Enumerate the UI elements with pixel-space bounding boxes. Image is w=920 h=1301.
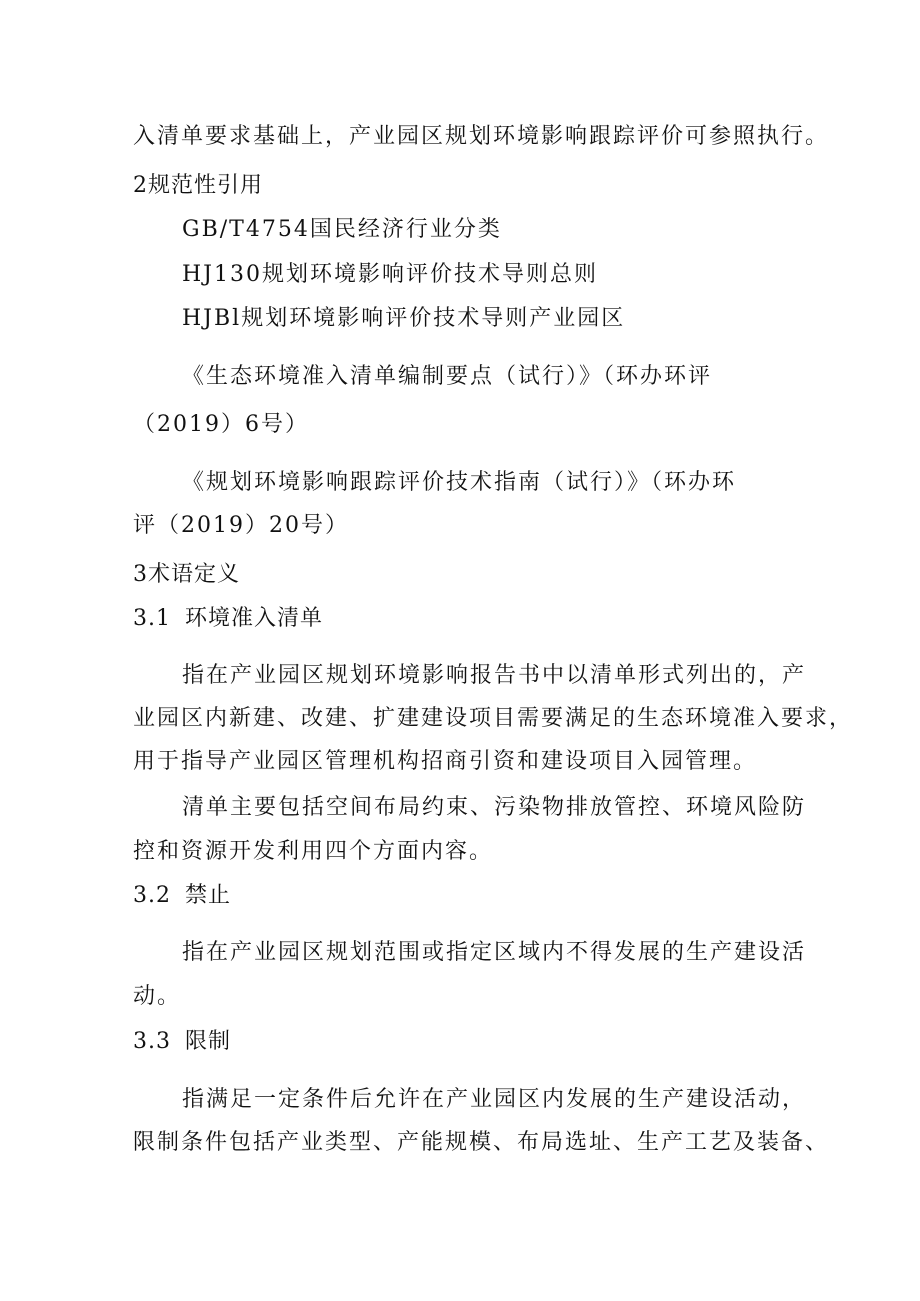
- subsection-heading: [133, 881, 231, 911]
- paragraph-line: 用于指导产业园区管理机构招商引资和建设项目入园管理。: [133, 749, 758, 774]
- reference-item: 《规划环境影响跟踪评价技术指南（试行）》（环办环: [182, 470, 737, 495]
- subsection-number: 3.2: [133, 883, 171, 908]
- subsection-title: 禁止: [185, 883, 232, 908]
- reference-item: HJBl规划环境影响评价技术导则产业园区: [182, 306, 626, 331]
- reference-item-continuation: （2019）6号）: [133, 412, 309, 437]
- subsection-title: 环境准入清单: [185, 606, 324, 631]
- subsection-number: 3.1: [133, 606, 171, 631]
- paragraph-line: 限制条件包括产业类型、产能规模、布局选址、生产工艺及装备、: [133, 1130, 830, 1155]
- section-heading: 2规范性引用: [133, 173, 263, 198]
- reference-item: HJ130规划环境影响评价技术导则总则: [182, 262, 598, 287]
- reference-item: GB/T4754国民经济行业分类: [182, 217, 502, 242]
- paragraph-line: 业园区内新建、改建、扩建建设项目需要满足的生态环境准入要求，: [133, 706, 854, 731]
- paragraph-line: 指满足一定条件后允许在产业园区内发展的生产建设活动，: [182, 1087, 807, 1112]
- paragraph-line: 动。: [133, 984, 182, 1009]
- section-heading: 3术语定义: [133, 562, 240, 587]
- subsection-heading: [133, 604, 323, 634]
- paragraph-line: 指在产业园区规划范围或指定区域内不得发展的生产建设活: [182, 940, 807, 965]
- paragraph-line: 入清单要求基础上，产业园区规划环境影响跟踪评价可参照执行。: [133, 124, 830, 149]
- subsection-number: 3.3: [133, 1029, 171, 1054]
- paragraph-line: 指在产业园区规划环境影响报告书中以清单形式列出的，产: [182, 663, 807, 688]
- reference-item: 《生态环境准入清单编制要点（试行）》（环办环评: [182, 364, 713, 389]
- paragraph-line: 清单主要包括空间布局约束、污染物排放管控、环境风险防: [182, 795, 807, 820]
- reference-item-continuation: 评（2019）20号）: [133, 513, 349, 538]
- subsection-title: 限制: [185, 1029, 232, 1054]
- subsection-heading: [133, 1027, 231, 1057]
- paragraph-line: 控和资源开发利用四个方面内容。: [133, 839, 494, 864]
